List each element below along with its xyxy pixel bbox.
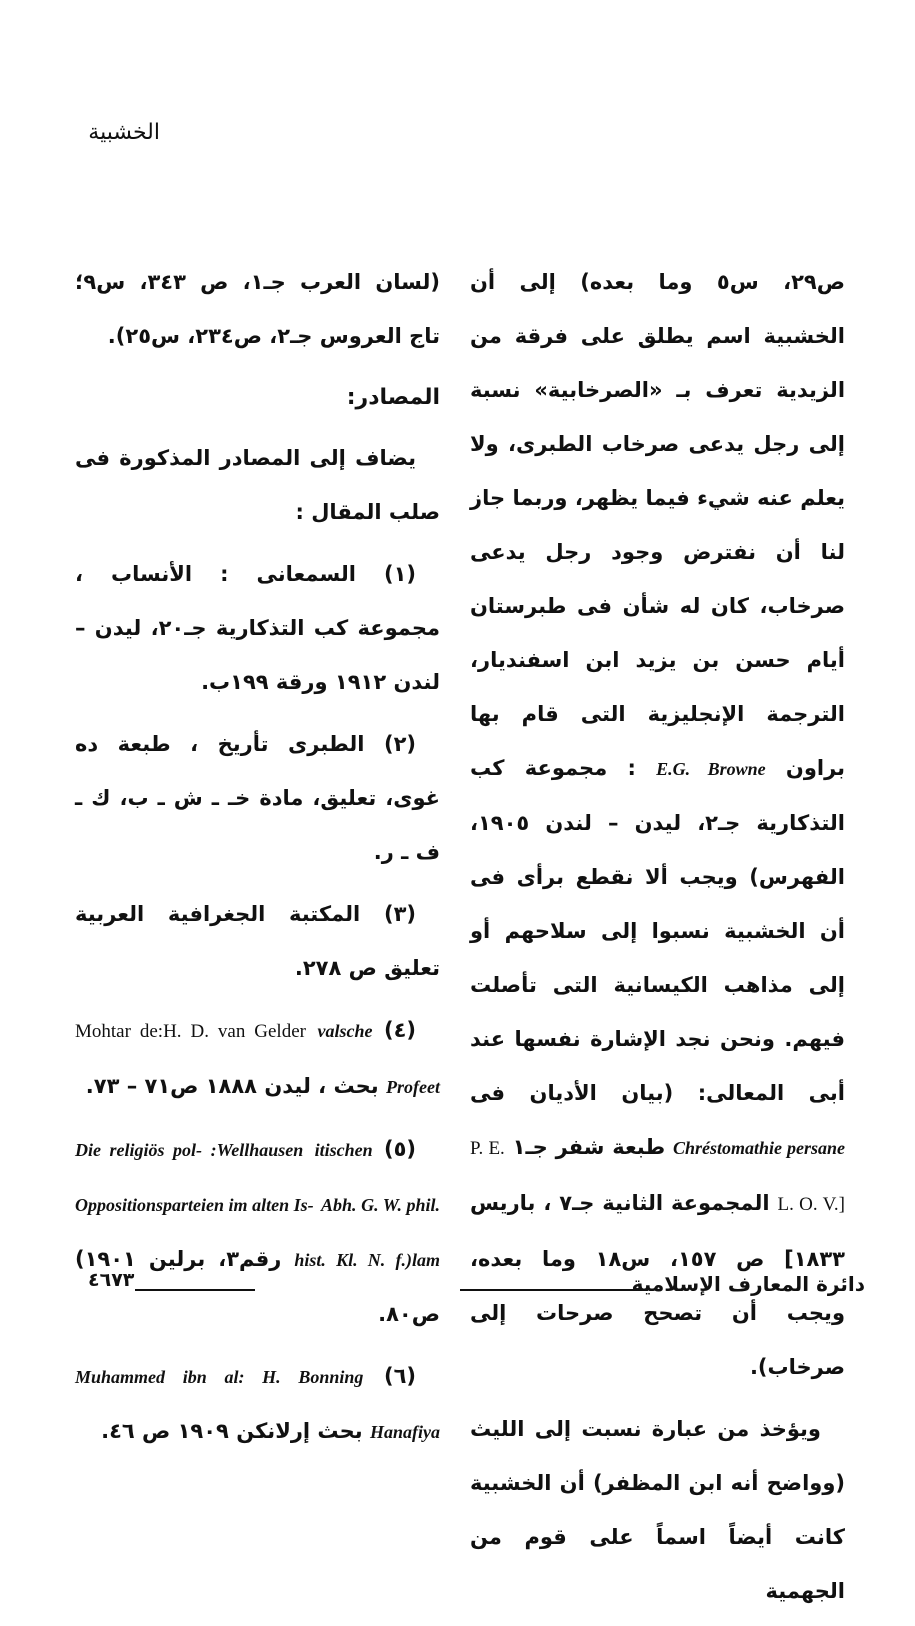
text-line: عند أبى المعالى: (بيان الأديان فى [470,1027,845,1105]
text-line: بعده، ويجب أن تصحح صرحات إلى [470,1247,845,1325]
text-line: كب التذكارية جـ٢٠، ليدن – لندن [75,616,440,694]
right-paragraph-1 [470,255,845,1394]
reference-5 [75,1122,440,1341]
text-line: (٣) المكتبة الجغرافية العربية تعليق [75,902,440,980]
running-header: الخشبية [88,120,160,145]
text-line: فيما يظهر، وربما جاز لنا أن نفترض [470,486,845,564]
reference-number: (٥) [383,1137,417,1161]
text-line: طبعة شفر جـ١ [512,1135,666,1159]
reference-1 [75,547,440,709]
text-line: : مجموعة [524,756,636,780]
text-line: فيهم. ونحن نجد الإشارة نفسها [514,1027,846,1051]
reference-2 [75,717,440,879]
text-line: صرخاب). [749,1355,845,1379]
text-line: ١٩١٢ ورقة ١٩٩ب. [201,670,387,694]
text-line: ويؤخذ من عبارة نسبت إلى الليث [470,1417,821,1441]
latin-series-pelov: P. E. L. O. V.] [470,1138,846,1215]
text-line: صرخاب الطبرى، ولا يعلم عنه شيء [470,432,845,510]
text-line: بها براون [470,702,846,780]
page-number: ٤٦٧٣ [88,1269,135,1291]
text-line: إلى مذاهب الكيسانية التى تأصلت [470,973,845,997]
latin-name-browne: E.G. Browne [656,759,766,779]
text-line: ص ٢٧٨. [294,956,377,980]
footer-publication-title: دائرة المعارف الإسلامية [631,1272,865,1296]
text-line: ص٧١ – ٧٣. [85,1074,199,1098]
latin-reference-text: valsche Profeet [317,1021,440,1097]
text-line: تاج العروس جـ٢، ص٢٣٤، س٢٥). [107,324,440,348]
left-paragraph-1 [75,255,440,363]
latin-reference-text: Hanafiya [370,1422,440,1442]
text-line: رقم٣، [218,1247,282,1271]
latin-reference-text: Die religiös pol- :Wellhausen [75,1140,304,1160]
text-line: برلين ١٩٠١) ص٨٠. [75,1247,440,1326]
text-line: ص٢٩، س٥ وما بعده) إلى أن الخشبية [470,270,845,348]
text-line: (١) السمعانى : الأنساب ، مجموعة [75,562,440,640]
right-column [470,255,845,1626]
latin-reference-text: Mohtar de:H. D. van Gelder [75,1021,306,1042]
text-line: (٢) الطبرى تأريخ ، طبعة ده غوى، [75,732,440,810]
right-paragraph-2 [470,1402,845,1618]
reference-number: (٦) [383,1364,416,1388]
text-line: كب التذكارية جـ٢، ليدن – لندن [470,756,846,835]
text-line: بـ «الصرخابية» نسبة إلى رجل يدعى [470,378,846,456]
latin-reference-text: Muhammed ibn al: H. Bonning [75,1367,364,1387]
text-line: (لسان العرب جـ١، ص ٣٤٣، س٩؛ [75,270,440,294]
sources-heading: المصادر: [346,385,440,410]
sources-intro [75,431,440,539]
text-line: يضاف إلى المصادر المذكورة فى [75,446,416,470]
text-line: (وواضح أنه ابن المظفر) أن الخشبية [470,1471,845,1495]
reference-6 [75,1349,440,1459]
text-line: شأن فى طبرستان أيام حسن بن يزيد [470,594,845,672]
latin-reference-text: Abh. G. W. phil. hist. Kl. N. f.)lam [294,1195,441,1270]
latin-reference-text: itischen Oppositionsparteien im alten Is- [75,1140,373,1215]
text-line: باريس ١٨٣٣] ص ١٥٧، س١٨ وما [470,1191,845,1271]
text-line: كانت أيضاً اسماً على قوم من الجهمية [470,1525,845,1603]
text-line: ١٩٠٥، الفهرس) ويجب ألا نقطع برأى [470,811,845,889]
footer-divider-right [460,1289,648,1291]
text-line: اسم يطلق على فرقة من الزيدية تعرف [470,324,846,402]
reference-4 [75,1003,440,1114]
reference-3 [75,887,440,995]
text-line: المجموعة الثانية جـ٧ ، [543,1191,770,1215]
text-line: بحث إرلانكن ١٩٠٩ ص ٤٦. [101,1419,363,1443]
reference-number: (٤) [383,1018,416,1042]
text-line: بحث ، ليدن ١٨٨٨ [205,1074,379,1098]
text-line: وجود رجل يدعى صرخاب، كان له [470,540,846,618]
text-line: صلب المقال : [295,500,440,524]
text-line: ابن اسفنديار، الترجمة الإنجليزية التى قام [470,648,846,726]
text-line: تعليق، مادة خـ ـ ش ـ ب، ك ـ ف ـ ر. [75,786,440,864]
latin-title-chrestomathie: Chréstomathie persane [672,1138,845,1158]
text-line: فى أن الخشبية نسبوا إلى سلاحهم أو [470,865,845,943]
footer-divider-left [135,1289,255,1291]
